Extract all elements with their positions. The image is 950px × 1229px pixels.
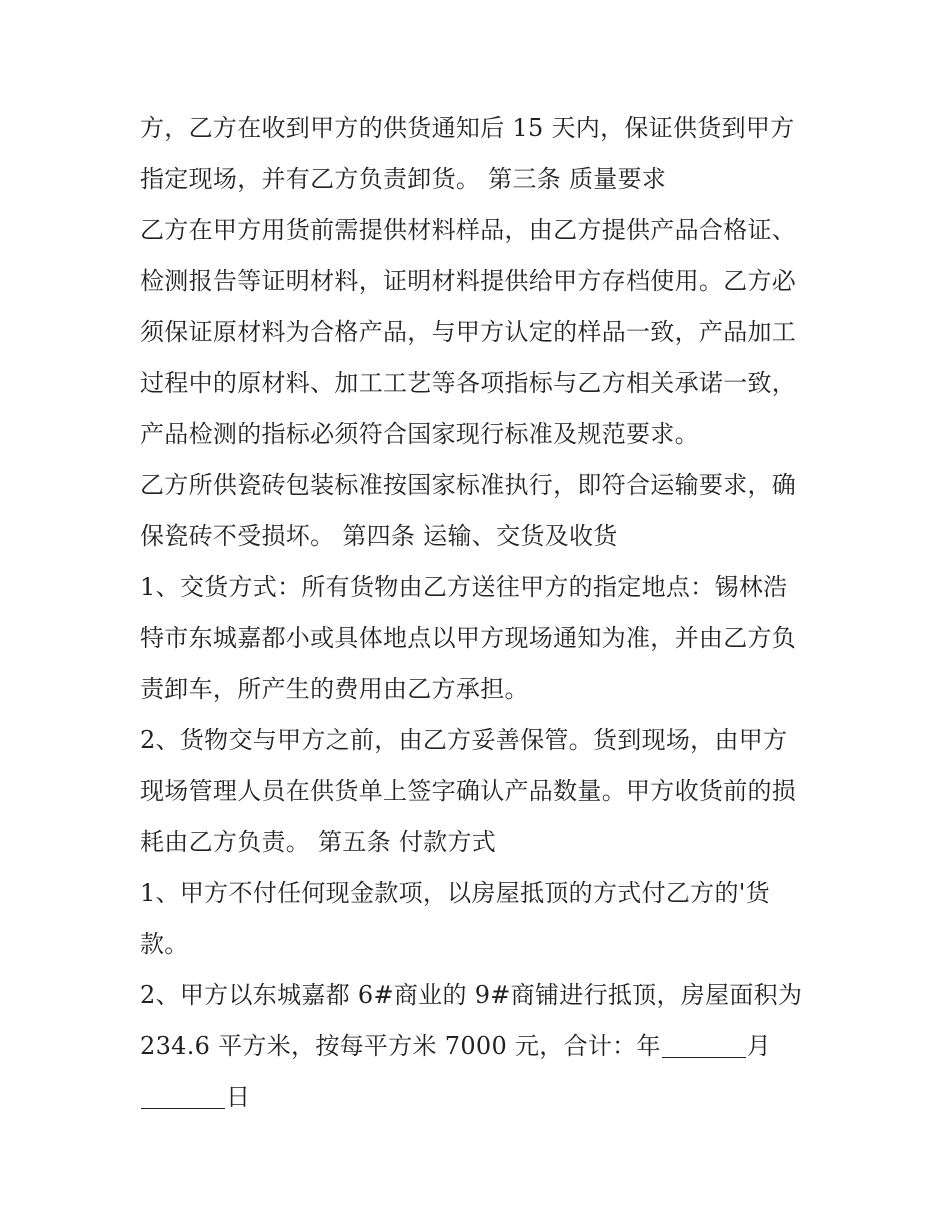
paragraph-line: 1、甲方不付任何现金款项，以房屋抵顶的方式付乙方的'货 <box>140 879 770 907</box>
month-label: 月 <box>746 1032 772 1060</box>
paragraph-line: 过程中的原材料、加工工艺等各项指标与乙方相关承诺一致， <box>140 369 797 397</box>
day-blank-field[interactable] <box>141 1078 225 1109</box>
paragraph-line: 乙方所供瓷砖包装标准按国家标准执行，即符合运输要求，确 <box>140 471 797 499</box>
day-label: 日 <box>226 1083 251 1111</box>
paragraph-line: 须保证原材料为合格产品，与甲方认定的样品一致，产品加工 <box>140 318 797 346</box>
payment-total-text: 234.6 平方米，按每平方米 7000 元，合计：年 <box>140 1032 661 1060</box>
paragraph-line: 耗由乙方负责。 第五条 付款方式 <box>140 828 497 856</box>
month-blank-field[interactable] <box>662 1027 746 1058</box>
paragraph-line: 2、货物交与甲方之前，由乙方妥善保管。货到现场，由甲方 <box>140 726 788 754</box>
paragraph-line: 责卸车，所产生的费用由乙方承担。 <box>140 675 529 703</box>
paragraph-line: 方，乙方在收到甲方的供货通知后 15 天内，保证供货到甲方 <box>140 114 795 142</box>
paragraph-line: 2、甲方以东城嘉都 6#商业的 9#商铺进行抵顶，房屋面积为 <box>140 981 803 1009</box>
paragraph-line: 保瓷砖不受损坏。 第四条 运输、交货及收货 <box>140 522 618 550</box>
paragraph-line: 现场管理人员在供货单上签字确认产品数量。甲方收货前的损 <box>140 777 797 805</box>
paragraph-line: 特市东城嘉都小或具体地点以甲方现场通知为准，并由乙方负 <box>140 624 797 652</box>
paragraph-line: 1、交货方式：所有货物由乙方送往甲方的指定地点：锡林浩 <box>140 573 788 601</box>
paragraph-line: 款。 <box>140 930 189 958</box>
payment-total-line <box>140 1021 820 1072</box>
paragraph-line: 检测报告等证明材料，证明材料提供给甲方存档使用。乙方必 <box>140 267 797 295</box>
day-line <box>140 1072 820 1123</box>
paragraph-line: 指定现场，并有乙方负责卸货。 第三条 质量要求 <box>140 165 667 193</box>
document-body <box>140 103 820 1123</box>
paragraph-line: 乙方在甲方用货前需提供材料样品，由乙方提供产品合格证、 <box>140 216 797 244</box>
paragraph-line: 产品检测的指标必须符合国家现行标准及规范要求。 <box>140 420 699 448</box>
